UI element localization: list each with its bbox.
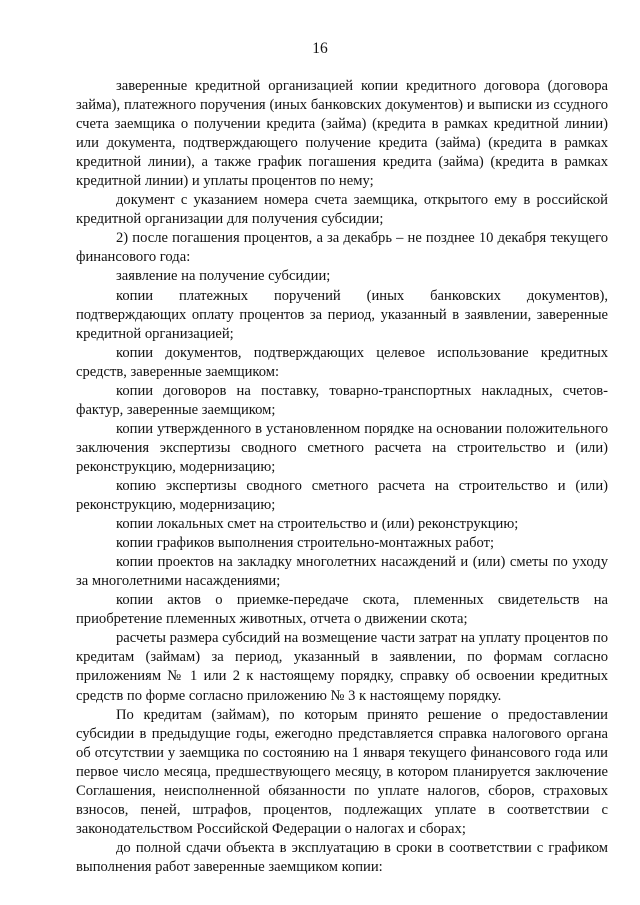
paragraph-tax-certificate: По кредитам (займам), по которым принято решение о предоставлении субсидии в предыдущие годы, ежегодно представляется справка налогового органа об отсутствии у заемщика по состоянию на 1 января текущего финансового года или первое число месяца, предшествующего месяцу, в котором планируется заключение Соглашения, неисполненной обязанности по уплате налогов, сборов, страховых взносов, пеней, штрафов, процентов, подлежащих уплате в соответствии с законодательством Российской Федерации о налогах и сборах;	[76, 706, 608, 837]
paragraph-loan-documents: заверенные кредитной организацией копии кредитного договора (договора займа), платежного поручения (иных банковских документов) и выписки из ссудного счета заемщика о получении кредита (займа) (кредита в рамках кредитной линии) или документа, подтверждающего получение кредита (займа) (кредита в рамках кредитной линии), а также график погашения кредита (займа) (кредита в рамках кредитной линии) и уплаты процентов по нему;	[76, 78, 608, 190]
paragraph-payment-orders: копии платежных поручений (иных банковских документов), подтверждающих оплату процентов за период, указанный в заявлении, заверенные кредитной организацией;	[76, 287, 608, 342]
paragraph-target-use-documents: копии документов, подтверждающих целевое использование кредитных средств, заверенные заемщиком:	[76, 344, 608, 380]
page-number: 16	[312, 40, 328, 57]
paragraph-perennial-plantings: копии проектов на закладку многолетних насаждений и (или) сметы по уходу за многолетними насаждениями;	[76, 554, 608, 590]
paragraph-after-interest-repayment: 2) после погашения процентов, а за декабрь – не позднее 10 декабря текущего финансового года:	[76, 230, 608, 266]
paragraph-approved-estimate: копии утвержденного в установленном порядке на основании положительного заключения экспертизы сводного сметного расчета на строительство и (или) реконструкцию, модернизацию;	[76, 420, 608, 475]
paragraph-subsidy-application: заявление на получение субсидии;	[116, 268, 331, 285]
document-body	[76, 77, 608, 877]
paragraph-subsidy-calculations: расчеты размера субсидий на возмещение части затрат на уплату процентов по кредитам (займам) за период, указанный в заявлении, по формам согласно приложениям № 1 или 2 к настоящему порядку, справку об освоении кредитных средств по форме согласно приложению № 3 к настоящему порядку.	[76, 630, 608, 704]
paragraph-supply-contracts: копии договоров на поставку, товарно-транспортных накладных, счетов-фактур, заверенные заемщиком;	[76, 382, 608, 418]
paragraph-local-estimates: копии локальных смет на строительство и (или) реконструкцию;	[116, 516, 519, 533]
paragraph-livestock-acts: копии актов о приемке-передаче скота, племенных свидетельств на приобретение племенных животных, отчета о движении скота;	[76, 592, 608, 628]
paragraph-until-commissioning: до полной сдачи объекта в эксплуатацию в сроки в соответствии с графиком выполнения работ заверенные заемщиком копии:	[76, 839, 608, 875]
paragraph-construction-schedules: копии графиков выполнения строительно-монтажных работ;	[116, 535, 495, 552]
paragraph-estimate-expertise: копию экспертизы сводного сметного расчета на строительство и (или) реконструкцию, модернизацию;	[76, 477, 608, 514]
paragraph-account-document: документ с указанием номера счета заемщика, открытого ему в российской кредитной организации для получения субсидии;	[76, 192, 608, 228]
